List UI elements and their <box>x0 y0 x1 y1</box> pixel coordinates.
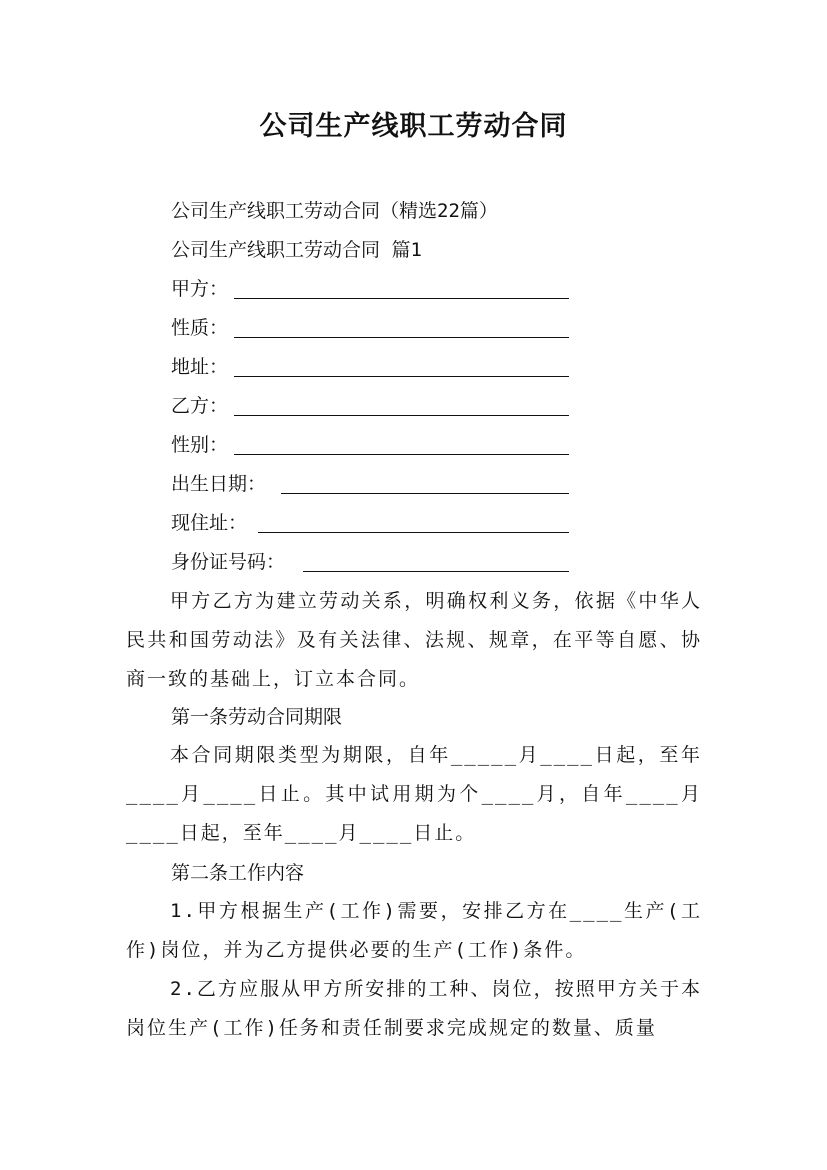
field-gender <box>171 432 228 458</box>
fill-blank-line <box>234 337 569 338</box>
fill-blank-line <box>234 376 569 377</box>
fill-blank-line <box>258 532 569 533</box>
field-label: 甲方： <box>171 278 229 300</box>
article1-heading: 第一条劳动合同期限 <box>171 706 343 728</box>
field-birth-date <box>171 471 266 497</box>
field-current-address <box>171 510 247 536</box>
fill-blank-line <box>234 415 569 416</box>
field-label: 现住址： <box>171 512 248 534</box>
field-party-a <box>171 276 228 302</box>
field-label: 地址： <box>171 356 229 378</box>
field-label: 乙方： <box>171 395 229 417</box>
section-heading: 公司生产线职工劳动合同 篇1 <box>171 239 422 261</box>
field-address <box>171 354 228 380</box>
field-label: 性质： <box>171 317 229 339</box>
field-nature <box>171 315 228 341</box>
fill-blank-line <box>281 493 569 494</box>
fill-blank-line <box>234 298 569 299</box>
document-title: 公司生产线职工劳动合同 <box>259 111 568 142</box>
field-label: 出生日期： <box>171 473 267 495</box>
article2-item1: 1.甲方根据生产(工作)需要，安排乙方在____生产(工作)岗位，并为乙方提供必要的生产(工作)条件。 <box>126 900 702 961</box>
field-id-number <box>171 549 285 575</box>
article2-item2: 2.乙方应服从甲方所安排的工种、岗位，按照甲方关于本岗位生产(工作)任务和责任制要求完成规定的数量、质量 <box>126 978 702 1039</box>
fill-blank-line <box>234 454 569 455</box>
fill-blank-line <box>303 571 569 572</box>
article2-heading: 第二条工作内容 <box>171 862 305 884</box>
field-label: 身份证号码： <box>171 551 286 573</box>
field-party-b <box>171 393 228 419</box>
document-subtitle: 公司生产线职工劳动合同（精选22篇） <box>171 200 498 222</box>
intro-paragraph: 甲方乙方为建立劳动关系，明确权利义务，依据《中华人民共和国劳动法》及有关法律、法规、规章，在平等自愿、协商一致的基础上，订立本合同。 <box>126 590 702 690</box>
field-label: 性别： <box>171 434 229 456</box>
article1-text: 本合同期限类型为期限，自年_____月____日起，至年____月____日止。其中试用期为个____月，自年____月____日起，至年____月____日止。 <box>126 744 702 844</box>
